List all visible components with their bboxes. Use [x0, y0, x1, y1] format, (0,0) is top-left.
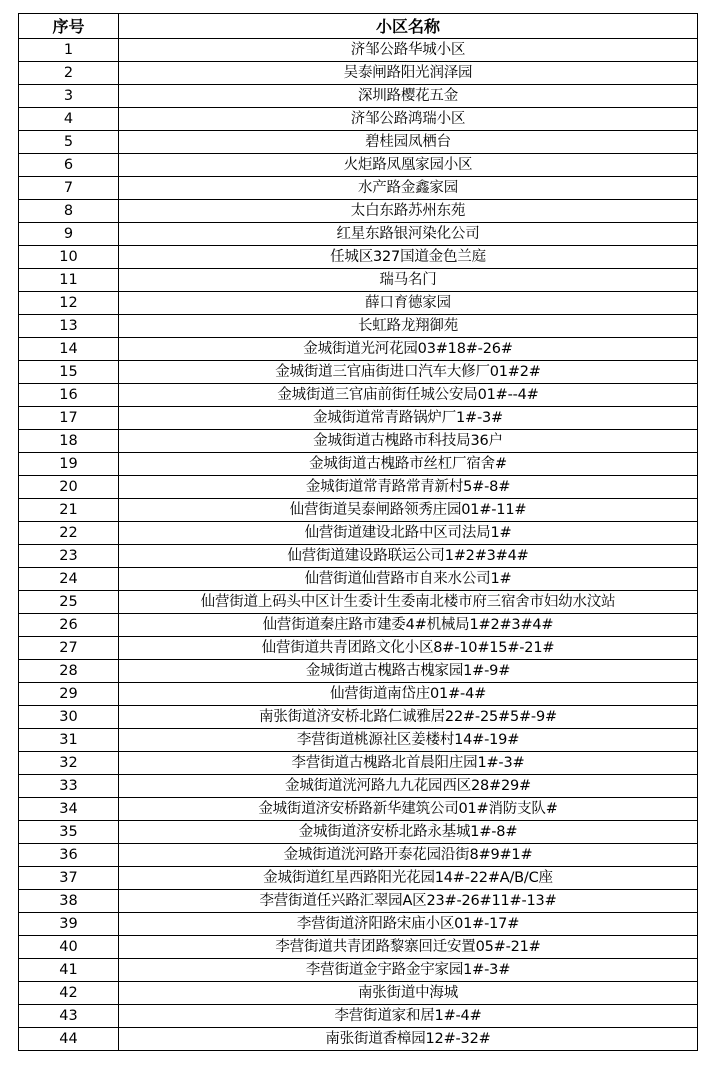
row-number-cell: 23: [19, 545, 119, 568]
row-number-cell: 4: [19, 108, 119, 131]
community-name-cell: 红星东路银河染化公司: [119, 223, 698, 246]
community-name-cell: 南张街道中海城: [119, 982, 698, 1005]
row-number-cell: 30: [19, 706, 119, 729]
row-number-cell: 36: [19, 844, 119, 867]
community-name-cell: 金城街道三官庙街进口汽车大修厂01#2#: [119, 361, 698, 384]
row-number-cell: 25: [19, 591, 119, 614]
table-row: [19, 361, 698, 384]
community-name-cell: 李营街道桃源社区姜楼村14#-19#: [119, 729, 698, 752]
row-number-cell: 29: [19, 683, 119, 706]
row-number-cell: 42: [19, 982, 119, 1005]
table-row: [19, 729, 698, 752]
table-row: [19, 131, 698, 154]
table-row: [19, 683, 698, 706]
table-row: [19, 85, 698, 108]
community-name-cell: 济邹公路鸿瑞小区: [119, 108, 698, 131]
table-row: [19, 890, 698, 913]
row-number-cell: 13: [19, 315, 119, 338]
community-name-cell: 仙营街道共青团路文化小区8#-10#15#-21#: [119, 637, 698, 660]
community-name-cell: 李营街道金宇路金宇家园1#-3#: [119, 959, 698, 982]
table-row: [19, 223, 698, 246]
community-name-cell: 金城街道常青路锅炉厂1#-3#: [119, 407, 698, 430]
row-number-cell: 15: [19, 361, 119, 384]
row-number-cell: 1: [19, 39, 119, 62]
table-row: [19, 1028, 698, 1051]
community-name-cell: 金城街道古槐路市丝杠厂宿舍#: [119, 453, 698, 476]
row-number-cell: 44: [19, 1028, 119, 1051]
community-name-cell: 吴泰闸路阳光润泽园: [119, 62, 698, 85]
table-row: [19, 913, 698, 936]
row-number-cell: 34: [19, 798, 119, 821]
row-number-cell: 35: [19, 821, 119, 844]
table-row: [19, 476, 698, 499]
table-body: [19, 39, 698, 1051]
community-name-cell: 仙营街道仙营路市自来水公司1#: [119, 568, 698, 591]
community-name-cell: 南张街道济安桥北路仁诚雅居22#-25#5#-9#: [119, 706, 698, 729]
row-number-cell: 24: [19, 568, 119, 591]
table-row: [19, 706, 698, 729]
table-row: [19, 752, 698, 775]
row-number-cell: 43: [19, 1005, 119, 1028]
row-number-cell: 38: [19, 890, 119, 913]
row-number-cell: 32: [19, 752, 119, 775]
row-number-cell: 41: [19, 959, 119, 982]
table-row: [19, 798, 698, 821]
community-name-cell: 长虹路龙翔御苑: [119, 315, 698, 338]
community-name-cell: 仙营街道秦庄路市建委4#机械局1#2#3#4#: [119, 614, 698, 637]
table-row: [19, 568, 698, 591]
row-number-cell: 20: [19, 476, 119, 499]
table-row: [19, 177, 698, 200]
table-row: [19, 959, 698, 982]
community-table: [18, 13, 698, 1051]
table-row: [19, 338, 698, 361]
table-row: [19, 982, 698, 1005]
table-row: [19, 108, 698, 131]
row-number-cell: 18: [19, 430, 119, 453]
table-row: [19, 269, 698, 292]
table-row: [19, 292, 698, 315]
community-name-cell: 南张街道香樟园12#-32#: [119, 1028, 698, 1051]
table-row: [19, 775, 698, 798]
table-row: [19, 614, 698, 637]
table-row: [19, 844, 698, 867]
table-row: [19, 407, 698, 430]
community-name-cell: 水产路金鑫家园: [119, 177, 698, 200]
table-row: [19, 499, 698, 522]
row-number-cell: 40: [19, 936, 119, 959]
table-row: [19, 522, 698, 545]
row-number-cell: 21: [19, 499, 119, 522]
community-table-sheet: [18, 13, 697, 1051]
table-row: [19, 384, 698, 407]
community-name-cell: 仙营街道上码头中区计生委计生委南北楼市府三宿舍市妇幼水汶站: [119, 591, 698, 614]
row-number-cell: 10: [19, 246, 119, 269]
community-name-cell: 薛口育德家园: [119, 292, 698, 315]
community-name-cell: 太白东路苏州东苑: [119, 200, 698, 223]
row-number-cell: 9: [19, 223, 119, 246]
row-number-cell: 31: [19, 729, 119, 752]
community-name-cell: 李营街道古槐路北首晨阳庄园1#-3#: [119, 752, 698, 775]
community-name-cell: 李营街道任兴路汇翠园A区23#-26#11#-13#: [119, 890, 698, 913]
community-name-cell: 瑞马名门: [119, 269, 698, 292]
community-name-cell: 金城街道济安桥路新华建筑公司01#消防支队#: [119, 798, 698, 821]
community-name-cell: 火炬路凤凰家园小区: [119, 154, 698, 177]
community-name-cell: 金城街道古槐路古槐家园1#-9#: [119, 660, 698, 683]
row-number-cell: 2: [19, 62, 119, 85]
table-row: [19, 39, 698, 62]
community-name-cell: 金城街道洸河路开泰花园沿街8#9#1#: [119, 844, 698, 867]
column-header-community-name: 小区名称: [119, 14, 698, 39]
table-row: [19, 545, 698, 568]
community-name-cell: 仙营街道南岱庄01#-4#: [119, 683, 698, 706]
row-number-cell: 7: [19, 177, 119, 200]
community-name-cell: 仙营街道建设北路中区司法局1#: [119, 522, 698, 545]
table-row: [19, 200, 698, 223]
community-name-cell: 金城街道光河花园03#18#-26#: [119, 338, 698, 361]
community-name-cell: 仙营街道建设路联运公司1#2#3#4#: [119, 545, 698, 568]
community-name-cell: 李营街道共青团路黎寨回迁安置05#-21#: [119, 936, 698, 959]
row-number-cell: 16: [19, 384, 119, 407]
community-name-cell: 深圳路樱花五金: [119, 85, 698, 108]
community-name-cell: 任城区327国道金色兰庭: [119, 246, 698, 269]
community-name-cell: 仙营街道吴泰闸路领秀庄园01#-11#: [119, 499, 698, 522]
row-number-cell: 22: [19, 522, 119, 545]
row-number-cell: 6: [19, 154, 119, 177]
table-row: [19, 591, 698, 614]
community-name-cell: 金城街道古槐路市科技局36户: [119, 430, 698, 453]
community-name-cell: 金城街道红星西路阳光花园14#-22#A/B/C座: [119, 867, 698, 890]
community-name-cell: 碧桂园凤栖台: [119, 131, 698, 154]
row-number-cell: 33: [19, 775, 119, 798]
community-name-cell: 金城街道济安桥北路永基城1#-8#: [119, 821, 698, 844]
row-number-cell: 17: [19, 407, 119, 430]
community-name-cell: 济邹公路华城小区: [119, 39, 698, 62]
community-name-cell: 金城街道洸河路九九花园西区28#29#: [119, 775, 698, 798]
row-number-cell: 27: [19, 637, 119, 660]
row-number-cell: 37: [19, 867, 119, 890]
community-name-cell: 李营街道济阳路宋庙小区01#-17#: [119, 913, 698, 936]
community-name-cell: 金城街道常青路常青新村5#-8#: [119, 476, 698, 499]
row-number-cell: 3: [19, 85, 119, 108]
column-header-number: 序号: [19, 14, 119, 39]
row-number-cell: 8: [19, 200, 119, 223]
table-row: [19, 867, 698, 890]
table-row: [19, 1005, 698, 1028]
table-row: [19, 453, 698, 476]
table-row: [19, 430, 698, 453]
row-number-cell: 12: [19, 292, 119, 315]
table-row: [19, 315, 698, 338]
row-number-cell: 14: [19, 338, 119, 361]
table-row: [19, 154, 698, 177]
table-row: [19, 62, 698, 85]
row-number-cell: 26: [19, 614, 119, 637]
row-number-cell: 28: [19, 660, 119, 683]
row-number-cell: 11: [19, 269, 119, 292]
row-number-cell: 5: [19, 131, 119, 154]
table-row: [19, 637, 698, 660]
row-number-cell: 19: [19, 453, 119, 476]
table-row: [19, 246, 698, 269]
table-header-row: [19, 14, 698, 39]
community-name-cell: 李营街道家和居1#-4#: [119, 1005, 698, 1028]
community-name-cell: 金城街道三官庙前街任城公安局01#--4#: [119, 384, 698, 407]
row-number-cell: 39: [19, 913, 119, 936]
table-row: [19, 660, 698, 683]
table-row: [19, 936, 698, 959]
table-row: [19, 821, 698, 844]
